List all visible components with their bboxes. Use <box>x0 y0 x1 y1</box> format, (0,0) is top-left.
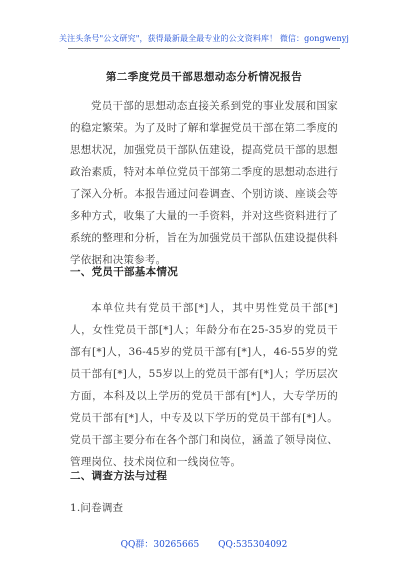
section-heading-basic-info: 一、党员干部基本情况 <box>70 266 178 278</box>
header-divider <box>68 48 340 49</box>
header-promo-note: 关注头条号"公文研究"，获得最新最全最专业的公文资料库！ 微信：gongwenyj <box>59 34 349 43</box>
footer-qq: QQ:535304092 <box>218 540 288 550</box>
document-title: 第二季度党员干部思想动态分析情况报告 <box>105 71 303 83</box>
footer-qq-group: QQ群：30265665 <box>120 540 200 550</box>
section-heading-methods: 二、调查方法与过程 <box>70 470 168 482</box>
basic-info-paragraph: 本单位共有党员干部[*]人，其中男性党员干部[*]人，女性党员干部[*]人；年龄分布在25-35岁的党员干部有[*]人，36-45岁的党员干部有[*]人，46-55岁的党员干部有[*]人，55岁以上的党员干部有[*]人；学历层次方面，本科及以上学历的党员干部有[*]人，大专学历的党员干部有[*]人，中专及以下学历的党员干部有[*]人。党员干部主要分布在各个部门和岗位，涵盖了领导岗位、管理岗位、技术岗位和一线岗位等。 <box>70 302 338 468</box>
subsection-questionnaire: 1.问卷调查 <box>70 502 124 514</box>
footer-contact <box>0 537 408 550</box>
intro-paragraph: 党员干部的思想动态直接关系到党的事业发展和国家的稳定繁荣。为了及时了解和掌握党员干部在第二季度的思想状况，加强党员干部队伍建设，提高党员干部的思想政治素质，特对本单位党员干部第二季度的思想动态进行了深入分析。本报告通过问卷调查、个别访谈、座谈会等多种方式，收集了大量的一手资料，并对这些资料进行了系统的整理和分析，旨在为加强党员干部队伍建设提供科学依据和决策参考。 <box>70 100 338 266</box>
